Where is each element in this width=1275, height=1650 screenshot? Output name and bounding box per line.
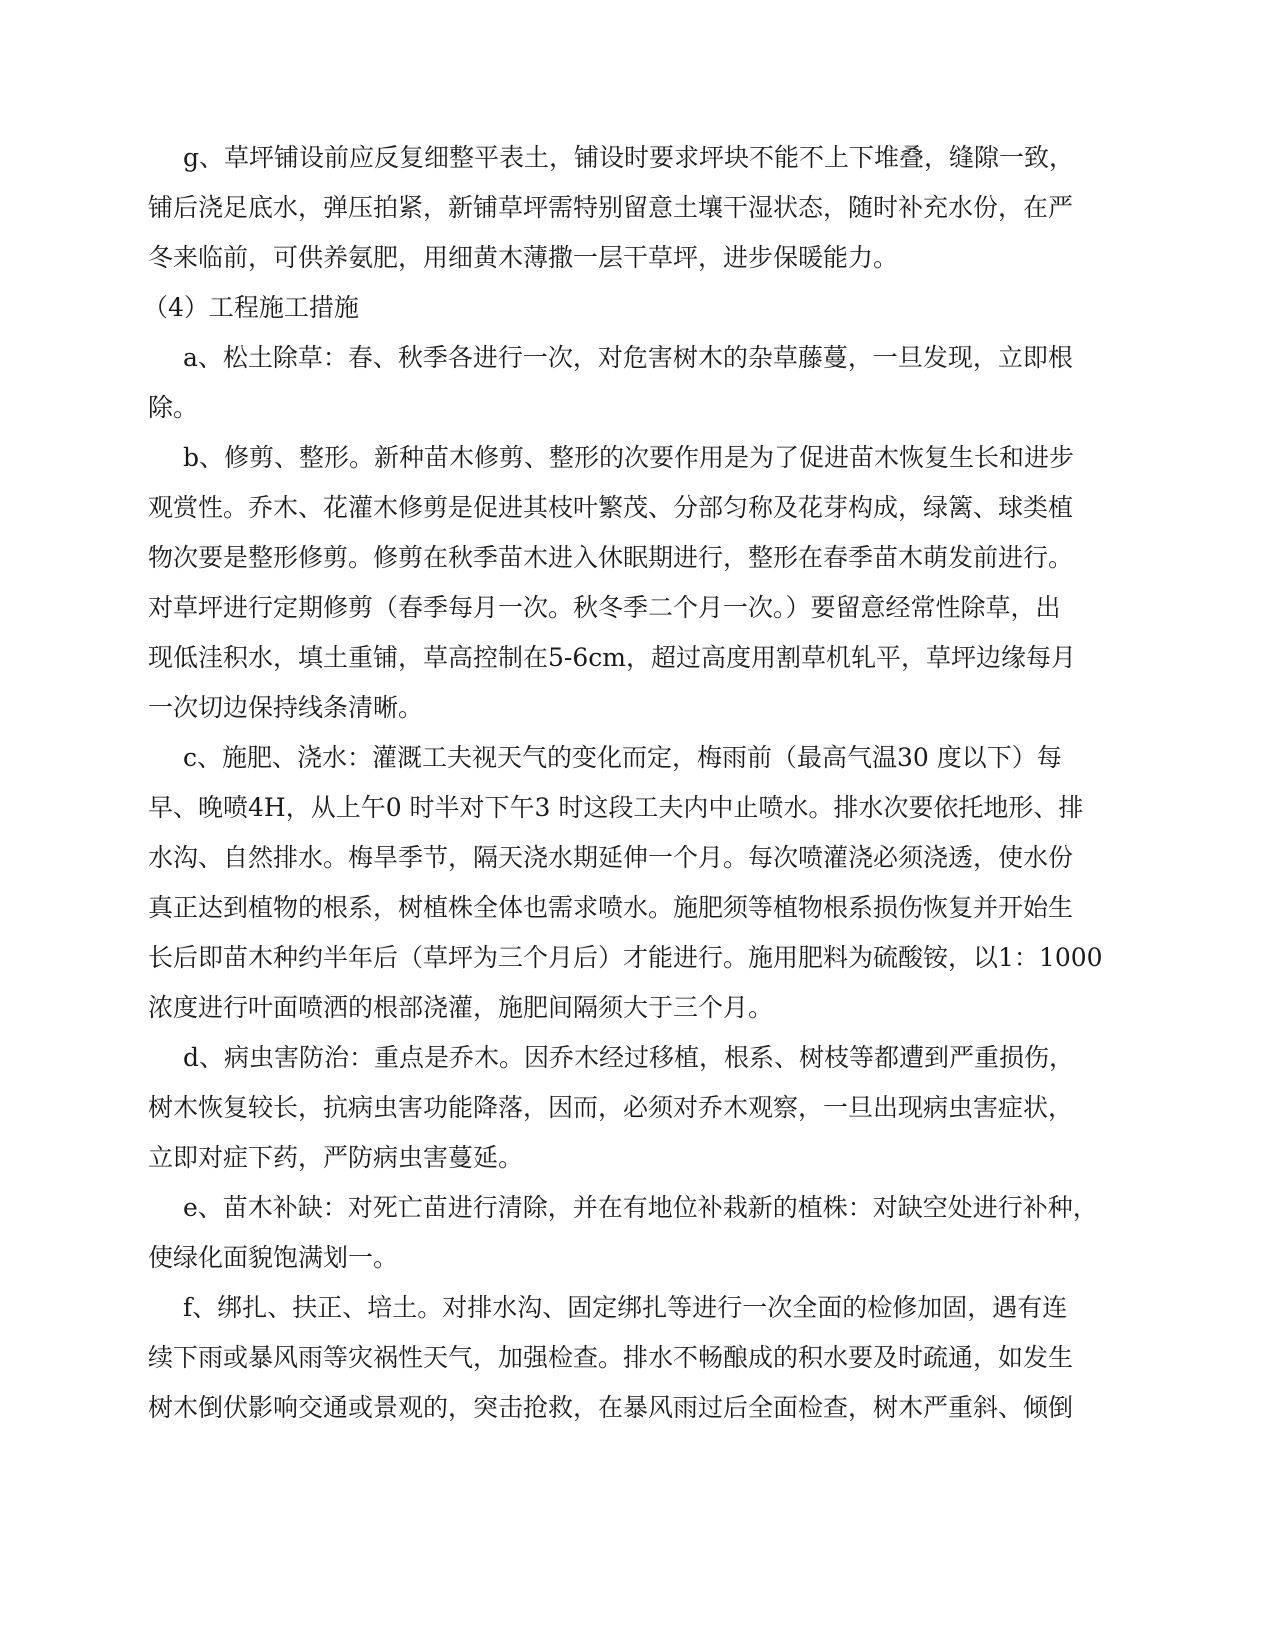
paragraph-b-line-1: b、修剪、整形。新种苗木修剪、整形的次要作用是为了促进苗木恢复生长和进步 [183,443,1075,472]
paragraph-d-line-3: 立即对症下药，严防病虫害蔓延。 [148,1143,524,1172]
paragraph-g-line-1: g、草坪铺设前应反复细整平表土，铺设时要求坪块不能不上下堆叠，缝隙一致， [183,143,1075,172]
paragraph-c-line-1: c、施肥、浇水：灌溉工夫视天气的变化而定，梅雨前（最高气温30 度以下）每 [183,743,1062,772]
paragraph-e-line-2: 使绿化面貌饱满划一。 [148,1243,399,1272]
paragraph-b-line-4: 对草坪进行定期修剪（春季每月一次。秋冬季二个月一次。）要留意经常性除草，出 [148,593,1061,622]
paragraph-c-line-6: 浓度进行叶面喷洒的根部浇灌，施肥间隔须大于三个月。 [148,993,774,1022]
paragraph-f-line-3: 树木倒伏影响交通或景观的，突击抢救，在暴风雨过后全面检查，树木严重斜、倾倒 [148,1393,1074,1422]
paragraph-a-line-2: 除。 [148,393,199,422]
paragraph-b-line-5: 现低洼积水，填土重铺，草高控制在5-6cm，超过高度用割草机轧平，草坪边缘每月 [148,643,1076,672]
paragraph-d-line-1: d、病虫害防治：重点是乔木。因乔木经过移植，根系、树枝等都遭到严重损伤， [183,1043,1075,1072]
paragraph-a-line-1: a、松土除草：春、秋季各进行一次，对危害树木的杂草藤蔓，一旦发现，立即根 [183,343,1073,372]
paragraph-c-line-3: 水沟、自然排水。梅旱季节，隔天浇水期延伸一个月。每次喷灌浇必须浇透，使水份 [148,843,1074,872]
paragraph-c-line-5: 长后即苗木种约半年后（草坪为三个月后）才能进行。施用肥料为硫酸铵，以1：1000 [148,943,1103,972]
paragraph-b-line-3: 物次要是整形修剪。修剪在秋季苗木进入休眠期进行，整形在春季苗木萌发前进行。 [148,543,1074,572]
paragraph-g-line-2: 铺后浇足底水，弹压拍紧，新铺草坪需特别留意土壤干湿状态，随时补充水份，在严 [148,193,1074,222]
paragraph-e-line-1: e、苗木补缺：对死亡苗进行清除，并在有地位补栽新的植株：对缺空处进行补种， [183,1193,1098,1222]
paragraph-b-line-6: 一次切边保持线条清晰。 [148,693,424,722]
paragraph-c-line-4: 真正达到植物的根系，树植株全体也需求喷水。施肥须等植物根系损伤恢复并开始生 [148,893,1074,922]
paragraph-b-line-2: 观赏性。乔木、花灌木修剪是促进其枝叶繁茂、分部匀称及花芽构成，绿篱、球类植 [148,493,1074,522]
paragraph-c-line-2: 早、晚喷4H，从上午0 时半对下午3 时这段工夫内中止喷水。排水次要依托地形、排 [148,793,1084,822]
paragraph-g-line-3: 冬来临前，可供养氨肥，用细黄木薄撒一层干草坪，进步保暖能力。 [148,243,899,272]
paragraph-f-line-2: 续下雨或暴风雨等灾祸性天气，加强检查。排水不畅酿成的积水要及时疏通，如发生 [148,1343,1074,1372]
paragraph-f-line-1: f、绑扎、扶正、培土。对排水沟、固定绑扎等进行一次全面的检修加固，遇有连 [183,1293,1068,1322]
paragraph-d-line-2: 树木恢复较长，抗病虫害功能降落，因而，必须对乔木观察，一旦出现病虫害症状， [148,1093,1074,1122]
section-heading: （4）工程施工措施 [143,293,359,322]
